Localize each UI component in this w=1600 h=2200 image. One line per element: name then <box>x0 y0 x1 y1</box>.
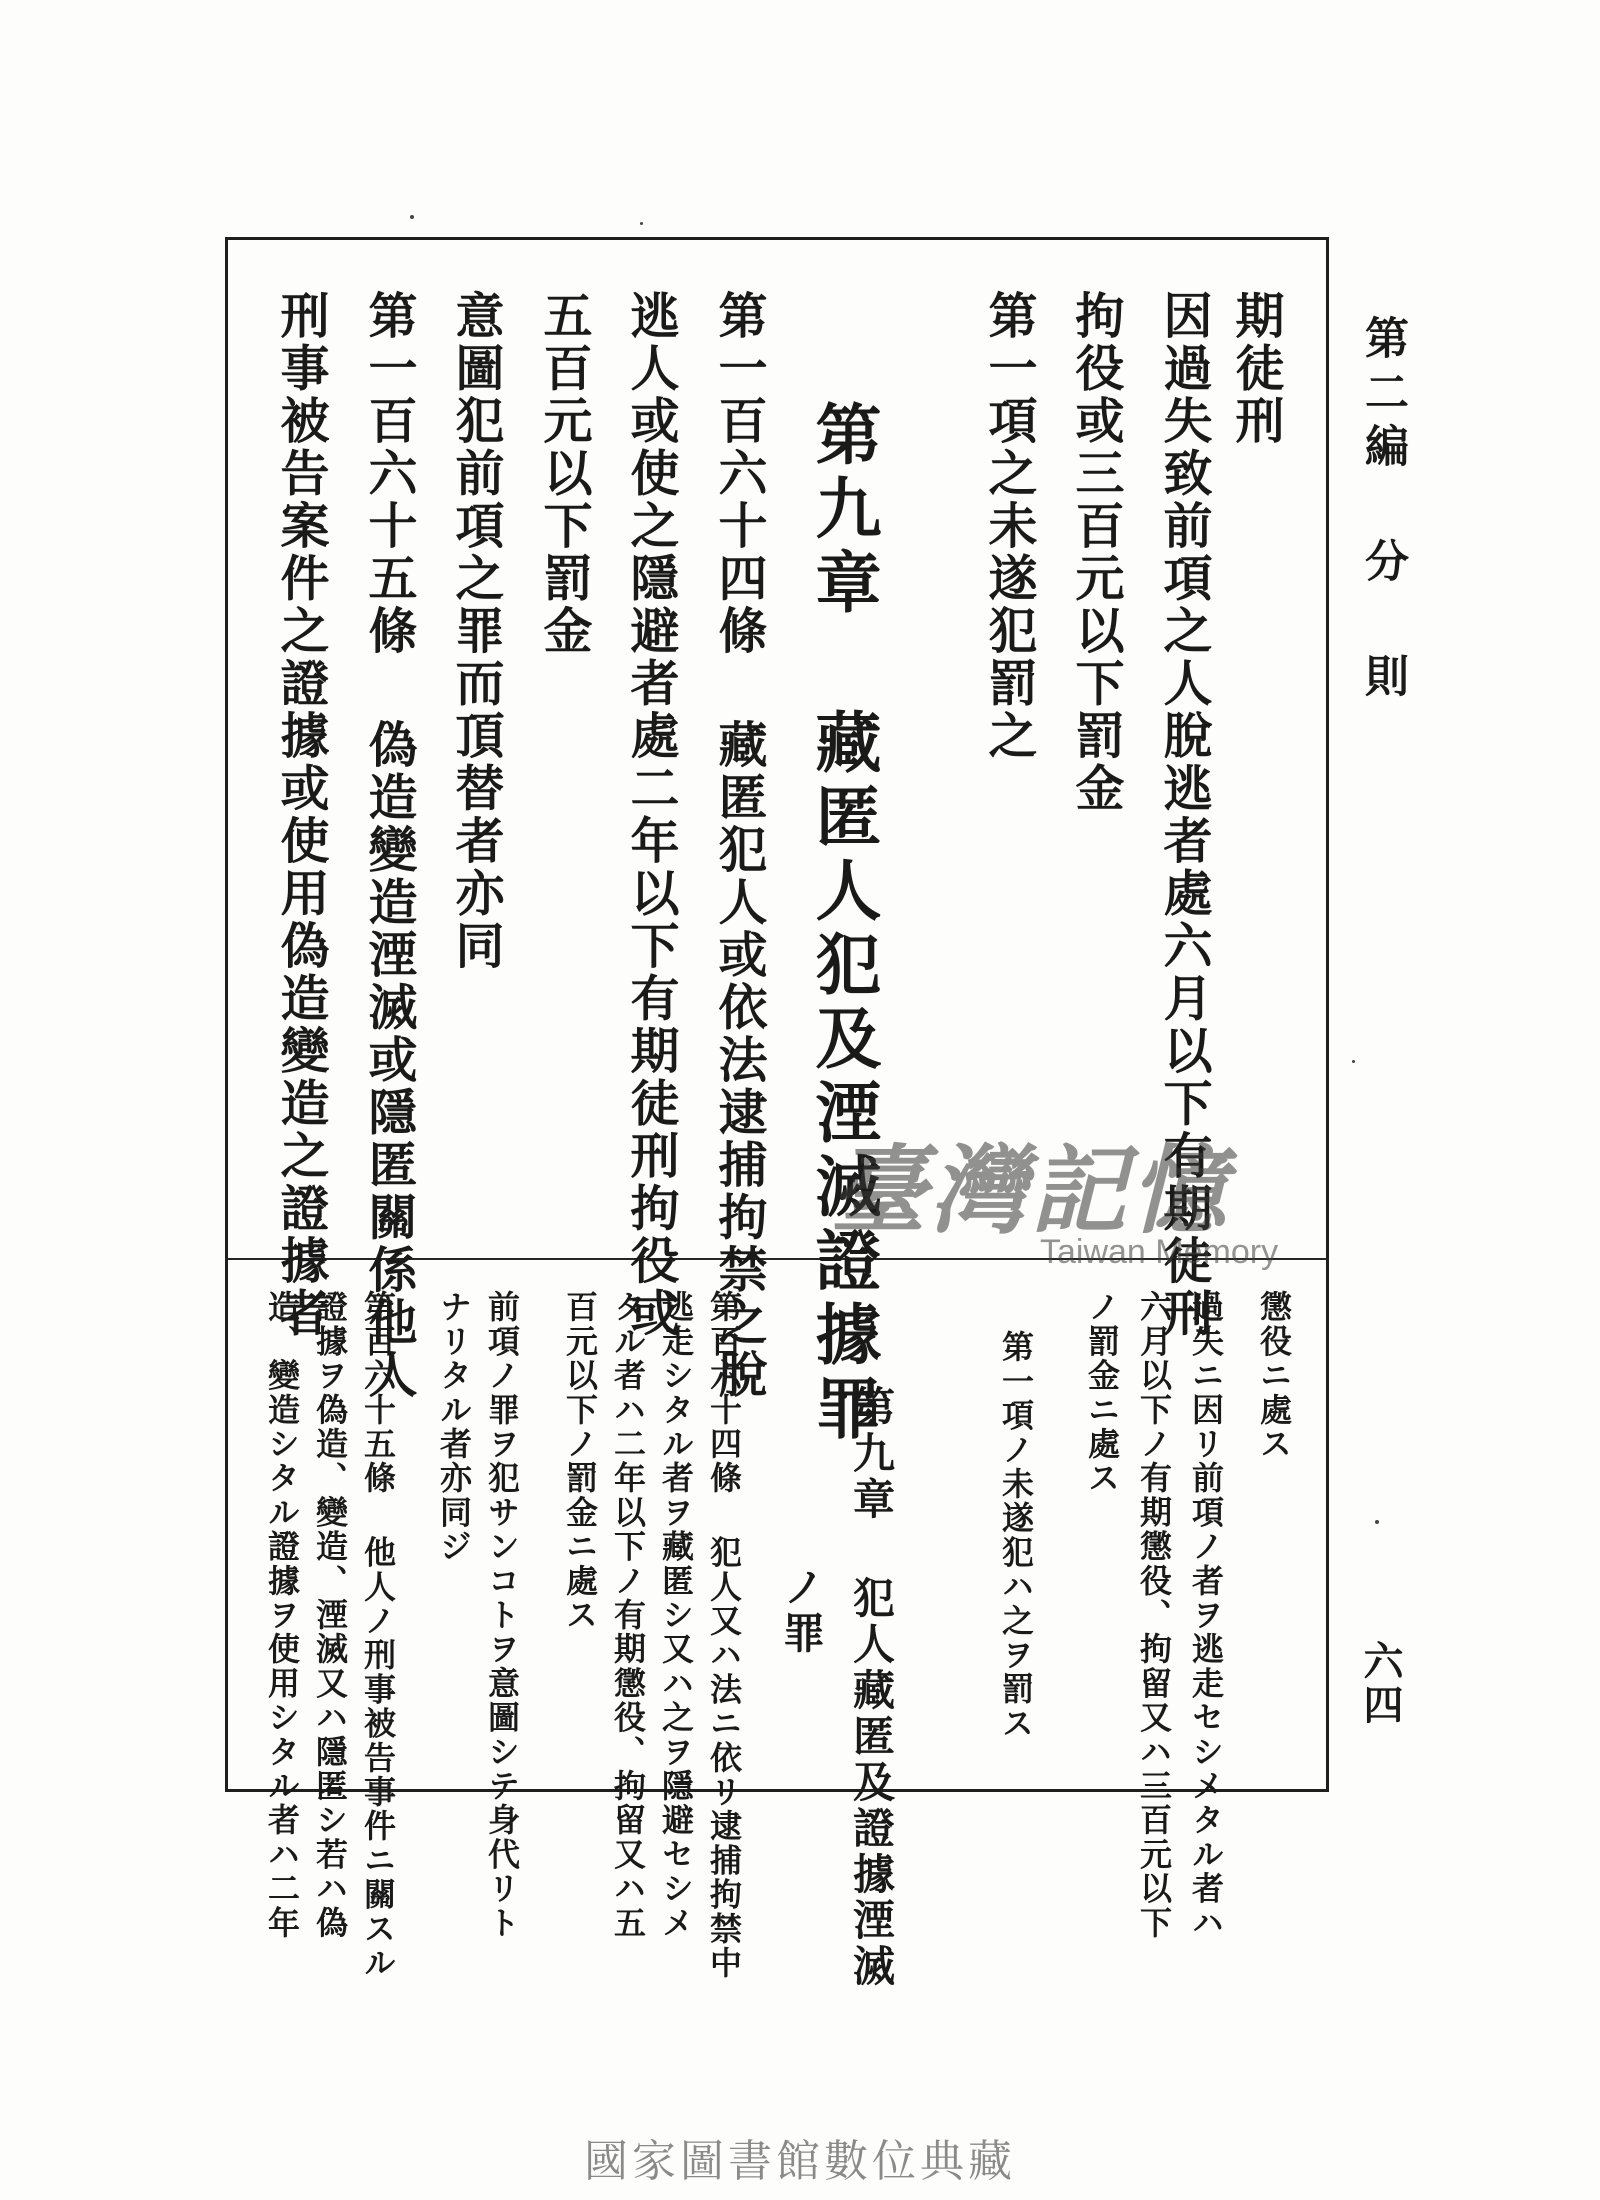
upper-article-164: 第一百六十四條 藏匿犯人或依法逮捕拘禁之脫 <box>711 290 769 1402</box>
running-header: 第二編 分 則 <box>1357 315 1408 707</box>
lower-text-column: 前項ノ罪ヲ犯サンコトヲ意圖シテ身代リト <box>483 1290 521 1940</box>
scan-speck <box>1375 1520 1379 1524</box>
lower-text-column: 百元以下ノ罰金ニ處ス <box>561 1290 599 1632</box>
lower-text-column: 逃走シタル者ヲ藏匿シ又ハ之ヲ隱避セシメ <box>657 1290 695 1940</box>
lower-text-column: 六月以下ノ有期懲役、拘留又ハ三百元以下 <box>1135 1290 1173 1940</box>
lower-text-column: 證據ヲ偽造、變造、湮滅又ハ隱匿シ若ハ偽 <box>311 1290 349 1940</box>
lower-article-164: 第百六十四條 犯人又ハ法ニ依リ逮捕拘禁中 <box>705 1290 743 1980</box>
upper-text-column: 因過失致前項之人脫逃者處六月以下有期徒刑 <box>1156 290 1214 1340</box>
upper-text-column: 逃人或使之隱避者處二年以下有期徒刑拘役或 <box>623 290 681 1340</box>
watermark-chinese: 臺灣記憶 <box>830 1134 1230 1247</box>
upper-text-column: 刑事被告案件之證據或使用偽造變造之證據者 <box>273 290 331 1340</box>
scan-speck <box>1352 1060 1355 1063</box>
upper-text-column: 意圖犯前項之罪而頂替者亦同 <box>448 290 506 973</box>
lower-chapter-title-cont: ノ罪 <box>777 1565 826 1657</box>
lower-text-column: ノ罰金ニ處ス <box>1083 1290 1121 1496</box>
upper-chapter-title: 第九章 藏匿人犯及湮滅證據罪 <box>804 400 882 1448</box>
lower-text-column: 造、變造シタル證據ヲ使用シタル者ハ二年 <box>263 1290 301 1940</box>
lower-text-column: 第一項ノ未遂犯ハ之ヲ罰ス <box>997 1330 1035 1741</box>
lower-text-column: タル者ハ二年以下ノ有期懲役、拘留又ハ五 <box>609 1290 647 1940</box>
lower-article-165: 第百六十五條 他人ノ刑事被告事件ニ關スル <box>359 1290 397 1980</box>
library-footer: 國家圖書館數位典藏 <box>584 2136 1016 2187</box>
lower-chapter-title: 第九章 犯人藏匿及證據湮滅 <box>847 1385 896 1990</box>
taiwan-memory-watermark <box>830 1115 1279 1275</box>
lower-text-column: 懲役ニ處ス <box>1255 1290 1293 1461</box>
upper-text-column: 拘役或三百元以下罰金 <box>1068 290 1126 815</box>
scan-speck <box>410 215 414 219</box>
upper-article-165: 第一百六十五條 偽造變造湮滅或隱匿關係他人 <box>361 290 419 1402</box>
upper-text-column: 第一項之未遂犯罰之 <box>981 290 1039 763</box>
upper-text-column: 期徒刑 <box>1228 290 1286 448</box>
lower-text-column: ナリタル者亦同ジ <box>435 1290 473 1564</box>
page-number: 六四 <box>1357 1640 1404 1728</box>
scan-speck <box>640 222 643 225</box>
upper-text-column: 五百元以下罰金 <box>536 290 594 658</box>
watermark-english: Taiwan Memory <box>1040 1233 1279 1271</box>
lower-text-column: 過失ニ因リ前項ノ者ヲ逃走セシメタル者ハ <box>1187 1290 1225 1940</box>
